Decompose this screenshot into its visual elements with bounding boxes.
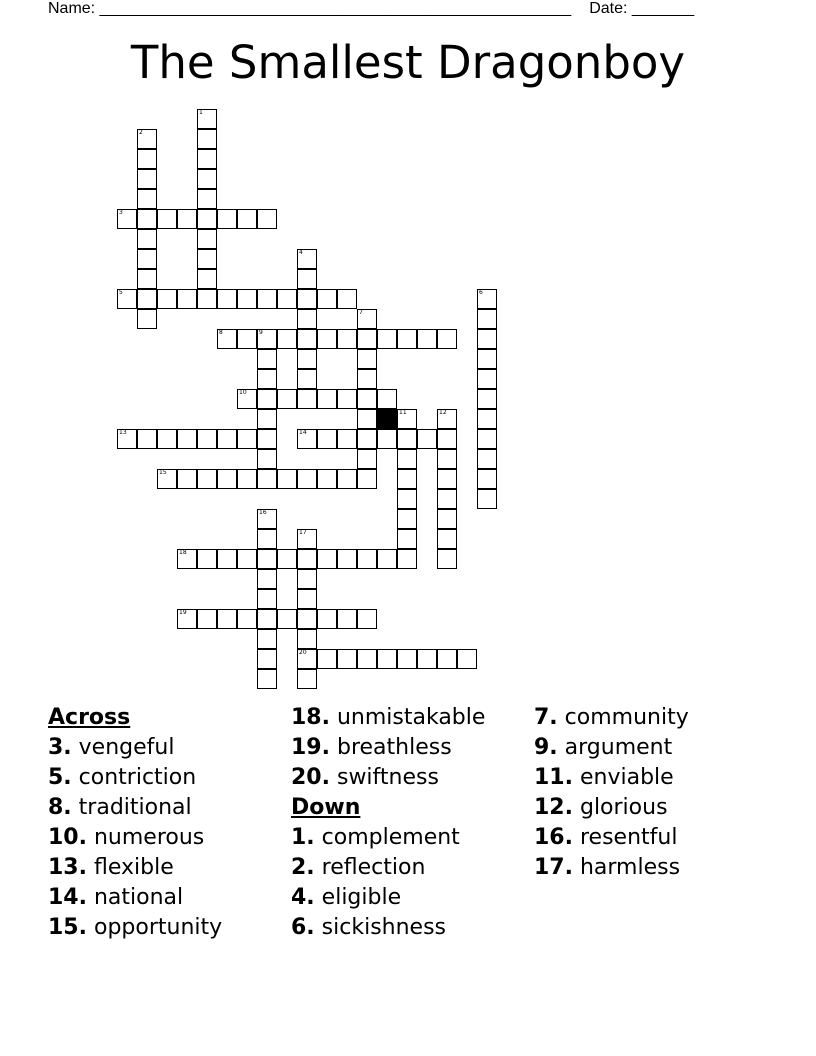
grid-cell[interactable] (337, 609, 357, 629)
grid-cell[interactable] (297, 329, 317, 349)
blocked-cell (377, 409, 397, 429)
clue-number: 6 (479, 289, 483, 296)
grid-cell[interactable] (357, 649, 377, 669)
clue-number: 14 (299, 429, 307, 436)
grid-cell[interactable] (297, 569, 317, 589)
clue-number-label: 14. (48, 885, 87, 910)
grid-cell[interactable] (437, 649, 457, 669)
grid-cell[interactable] (437, 509, 457, 529)
grid-cell[interactable] (197, 469, 217, 489)
clue-item (48, 733, 288, 763)
grid-cell[interactable] (377, 389, 397, 409)
grid-cell[interactable] (437, 469, 457, 489)
grid-cell[interactable] (257, 469, 277, 489)
grid-cell[interactable] (197, 429, 217, 449)
grid-cell[interactable] (397, 429, 417, 449)
clue-text: numerous (86, 825, 205, 850)
clue-number-label: 20. (291, 765, 330, 790)
grid-cell[interactable] (277, 609, 297, 629)
grid-cell[interactable] (137, 169, 157, 189)
grid-cell[interactable] (217, 549, 237, 569)
grid-cell[interactable] (477, 409, 497, 429)
clue-text: enviable (572, 765, 674, 790)
clue-item (534, 823, 774, 853)
grid-cell[interactable] (217, 609, 237, 629)
clue-number-label: 2. (291, 855, 315, 880)
grid-cell[interactable] (137, 229, 157, 249)
clue-text: sickishness (314, 915, 446, 940)
grid-cell[interactable] (337, 549, 357, 569)
grid-cell[interactable] (337, 469, 357, 489)
grid-cell[interactable] (237, 469, 257, 489)
clue-column-3 (534, 703, 774, 883)
grid-cell[interactable] (357, 349, 377, 369)
grid-cell[interactable] (197, 229, 217, 249)
clue-number: 13 (119, 429, 127, 436)
grid-cell[interactable] (217, 209, 237, 229)
clue-item (48, 883, 288, 913)
grid-cell[interactable] (397, 469, 417, 489)
grid-cell[interactable] (197, 129, 217, 149)
clue-item (291, 823, 531, 853)
grid-cell[interactable] (337, 429, 357, 449)
grid-cell[interactable] (337, 389, 357, 409)
grid-cell[interactable] (437, 549, 457, 569)
clue-number: 1 (199, 109, 203, 116)
grid-cell[interactable] (297, 589, 317, 609)
clue-number: 4 (299, 249, 303, 256)
grid-cell[interactable] (117, 429, 137, 449)
grid-cell[interactable] (237, 429, 257, 449)
grid-cell[interactable] (237, 389, 257, 409)
grid-cell[interactable] (297, 349, 317, 369)
grid-cell[interactable] (197, 249, 217, 269)
grid-cell[interactable] (297, 469, 317, 489)
grid-cell[interactable] (157, 209, 177, 229)
grid-cell[interactable] (237, 329, 257, 349)
grid-cell[interactable] (137, 129, 157, 149)
grid-cell[interactable] (297, 529, 317, 549)
clue-number: 19 (179, 609, 187, 616)
grid-cell[interactable] (477, 429, 497, 449)
grid-cell[interactable] (217, 289, 237, 309)
grid-cell[interactable] (437, 449, 457, 469)
grid-cell[interactable] (357, 449, 377, 469)
grid-cell[interactable] (257, 449, 277, 469)
grid-cell[interactable] (437, 329, 457, 349)
clue-text: flexible (86, 855, 174, 880)
clue-number: 2 (139, 129, 143, 136)
clue-item (48, 853, 288, 883)
clue-number: 9 (259, 329, 263, 336)
clue-item (291, 883, 531, 913)
grid-cell[interactable] (397, 549, 417, 569)
down-heading: Down (291, 795, 361, 820)
clue-item (534, 733, 774, 763)
grid-cell[interactable] (257, 509, 277, 529)
grid-cell[interactable] (257, 649, 277, 669)
clue-number: 16 (259, 509, 267, 516)
grid-cell[interactable] (357, 389, 377, 409)
grid-cell[interactable] (117, 289, 137, 309)
grid-cell[interactable] (337, 329, 357, 349)
grid-cell[interactable] (177, 289, 197, 309)
grid-cell[interactable] (397, 509, 417, 529)
grid-cell[interactable] (137, 289, 157, 309)
grid-cell[interactable] (157, 429, 177, 449)
grid-cell[interactable] (297, 289, 317, 309)
grid-cell[interactable] (417, 429, 437, 449)
grid-cell[interactable] (237, 209, 257, 229)
grid-cell[interactable] (257, 549, 277, 569)
grid-cell[interactable] (317, 469, 337, 489)
clue-number-label: 15. (48, 915, 87, 940)
clue-text: community (557, 705, 689, 730)
grid-cell[interactable] (297, 249, 317, 269)
grid-cell[interactable] (137, 249, 157, 269)
clue-number-label: 12. (534, 795, 573, 820)
grid-cell[interactable] (257, 569, 277, 589)
grid-cell[interactable] (477, 469, 497, 489)
grid-cell[interactable] (197, 549, 217, 569)
grid-cell[interactable] (137, 309, 157, 329)
grid-cell[interactable] (297, 649, 317, 669)
grid-cell[interactable] (297, 629, 317, 649)
grid-cell[interactable] (477, 449, 497, 469)
clue-text: argument (557, 735, 673, 760)
grid-cell[interactable] (477, 349, 497, 369)
grid-cell[interactable] (197, 609, 217, 629)
grid-cell[interactable] (357, 369, 377, 389)
grid-cell[interactable] (417, 649, 437, 669)
clue-column-1 (48, 703, 288, 943)
grid-cell[interactable] (317, 649, 337, 669)
grid-cell[interactable] (137, 429, 157, 449)
clue-number-label: 18. (291, 705, 330, 730)
grid-cell[interactable] (377, 649, 397, 669)
grid-cell[interactable] (257, 669, 277, 689)
clue-text: breathless (329, 735, 452, 760)
grid-cell[interactable] (237, 549, 257, 569)
clue-number-label: 1. (291, 825, 315, 850)
clue-number: 18 (179, 549, 187, 556)
grid-cell[interactable] (297, 389, 317, 409)
clue-number-label: 16. (534, 825, 573, 850)
clue-text: national (86, 885, 184, 910)
page-title: The Smallest Dragonboy (130, 36, 686, 89)
header-line (48, 0, 694, 18)
grid-cell[interactable] (317, 289, 337, 309)
clue-item (534, 853, 774, 883)
grid-cell[interactable] (357, 309, 377, 329)
clue-text: swiftness (329, 765, 439, 790)
grid-cell[interactable] (317, 389, 337, 409)
clue-number-label: 6. (291, 915, 315, 940)
grid-cell[interactable] (257, 349, 277, 369)
grid-cell[interactable] (217, 329, 237, 349)
grid-cell[interactable] (357, 329, 377, 349)
clue-number-label: 4. (291, 885, 315, 910)
clue-number: 5 (119, 289, 123, 296)
grid-cell[interactable] (397, 329, 417, 349)
clue-text: resentful (572, 825, 678, 850)
grid-cell[interactable] (257, 329, 277, 349)
grid-cell[interactable] (297, 549, 317, 569)
grid-cell[interactable] (157, 469, 177, 489)
clue-number-label: 7. (534, 705, 558, 730)
grid-cell[interactable] (337, 649, 357, 669)
grid-cell[interactable] (277, 389, 297, 409)
grid-cell[interactable] (397, 409, 417, 429)
clue-item (534, 703, 774, 733)
clue-item (48, 763, 288, 793)
clue-item (291, 763, 531, 793)
grid-cell[interactable] (437, 489, 457, 509)
grid-cell[interactable] (177, 209, 197, 229)
clue-text: glorious (572, 795, 668, 820)
clue-number: 3 (119, 209, 123, 216)
clue-number: 20 (299, 649, 307, 656)
grid-cell[interactable] (177, 549, 197, 569)
grid-cell[interactable] (377, 429, 397, 449)
grid-cell[interactable] (257, 389, 277, 409)
grid-cell[interactable] (397, 489, 417, 509)
grid-cell[interactable] (237, 289, 257, 309)
clue-number: 17 (299, 529, 307, 536)
grid-cell[interactable] (277, 329, 297, 349)
grid-cell[interactable] (397, 649, 417, 669)
grid-cell[interactable] (317, 549, 337, 569)
grid-cell[interactable] (257, 289, 277, 309)
grid-cell[interactable] (437, 429, 457, 449)
grid-cell[interactable] (277, 289, 297, 309)
grid-cell[interactable] (377, 549, 397, 569)
grid-cell[interactable] (257, 529, 277, 549)
clue-number: 10 (239, 389, 247, 396)
clue-number: 8 (219, 329, 223, 336)
grid-cell[interactable] (377, 329, 397, 349)
grid-cell[interactable] (137, 209, 157, 229)
clue-text: harmless (572, 855, 681, 880)
grid-cell[interactable] (257, 589, 277, 609)
clue-item (48, 823, 288, 853)
clue-number: 11 (399, 409, 407, 416)
clue-text: contriction (71, 765, 197, 790)
clue-item (534, 763, 774, 793)
grid-cell[interactable] (477, 309, 497, 329)
grid-cell[interactable] (297, 269, 317, 289)
clue-column-2 (291, 703, 531, 943)
grid-cell[interactable] (177, 429, 197, 449)
grid-cell[interactable] (397, 529, 417, 549)
date-field-label: Date: _______ (589, 0, 695, 17)
grid-cell[interactable] (137, 149, 157, 169)
clue-item (48, 913, 288, 943)
grid-cell[interactable] (437, 529, 457, 549)
grid-cell[interactable] (217, 469, 237, 489)
grid-cell[interactable] (137, 189, 157, 209)
grid-cell[interactable] (357, 409, 377, 429)
clue-number-label: 10. (48, 825, 87, 850)
grid-cell[interactable] (477, 369, 497, 389)
grid-cell[interactable] (197, 149, 217, 169)
grid-cell[interactable] (217, 429, 237, 449)
clue-text: opportunity (86, 915, 223, 940)
clue-number: 15 (159, 469, 167, 476)
grid-cell[interactable] (477, 329, 497, 349)
clue-text: reflection (314, 855, 426, 880)
clue-number-label: 8. (48, 795, 72, 820)
grid-cell[interactable] (117, 209, 137, 229)
grid-cell[interactable] (297, 609, 317, 629)
clue-item (291, 853, 531, 883)
grid-cell[interactable] (197, 269, 217, 289)
grid-cell[interactable] (317, 429, 337, 449)
clue-number-label: 11. (534, 765, 573, 790)
clue-item (48, 793, 288, 823)
clue-text: eligible (314, 885, 402, 910)
grid-cell[interactable] (437, 409, 457, 429)
clue-text: vengeful (71, 735, 175, 760)
grid-cell[interactable] (257, 429, 277, 449)
grid-cell[interactable] (397, 449, 417, 469)
clue-number: 7 (359, 309, 363, 316)
grid-cell[interactable] (277, 549, 297, 569)
clue-number-label: 13. (48, 855, 87, 880)
grid-cell[interactable] (297, 669, 317, 689)
clue-number-label: 5. (48, 765, 72, 790)
grid-cell[interactable] (197, 169, 217, 189)
grid-cell[interactable] (257, 209, 277, 229)
grid-cell[interactable] (197, 209, 217, 229)
clue-item (291, 913, 531, 943)
grid-cell[interactable] (457, 649, 477, 669)
clue-number-label: 17. (534, 855, 573, 880)
grid-cell[interactable] (257, 409, 277, 429)
clue-text: traditional (71, 795, 192, 820)
grid-cell[interactable] (257, 369, 277, 389)
clue-item (534, 793, 774, 823)
clue-number-label: 9. (534, 735, 558, 760)
grid-cell[interactable] (197, 109, 217, 129)
grid-cell[interactable] (177, 609, 197, 629)
grid-cell[interactable] (477, 489, 497, 509)
grid-cell[interactable] (297, 369, 317, 389)
grid-cell[interactable] (257, 629, 277, 649)
grid-cell[interactable] (357, 549, 377, 569)
grid-cell[interactable] (357, 429, 377, 449)
grid-cell[interactable] (237, 609, 257, 629)
grid-cell[interactable] (137, 269, 157, 289)
clue-text: complement (314, 825, 460, 850)
grid-cell[interactable] (277, 469, 297, 489)
grid-cell[interactable] (157, 289, 177, 309)
clue-item (291, 733, 531, 763)
grid-cell[interactable] (257, 609, 277, 629)
clue-text: unmistakable (329, 705, 486, 730)
clue-number-label: 3. (48, 735, 72, 760)
name-field-label: Name: _____________________________________________________ (48, 0, 572, 17)
grid-cell[interactable] (197, 189, 217, 209)
grid-cell[interactable] (477, 289, 497, 309)
grid-cell[interactable] (357, 469, 377, 489)
clue-item (291, 703, 531, 733)
grid-cell[interactable] (417, 329, 437, 349)
grid-cell[interactable] (317, 609, 337, 629)
grid-cell[interactable] (197, 289, 217, 309)
clue-number-label: 19. (291, 735, 330, 760)
grid-cell[interactable] (297, 429, 317, 449)
grid-cell[interactable] (297, 309, 317, 329)
across-heading: Across (48, 705, 131, 730)
grid-cell[interactable] (177, 469, 197, 489)
grid-cell[interactable] (357, 609, 377, 629)
grid-cell[interactable] (337, 289, 357, 309)
clue-number: 12 (439, 409, 447, 416)
grid-cell[interactable] (317, 329, 337, 349)
grid-cell[interactable] (477, 389, 497, 409)
